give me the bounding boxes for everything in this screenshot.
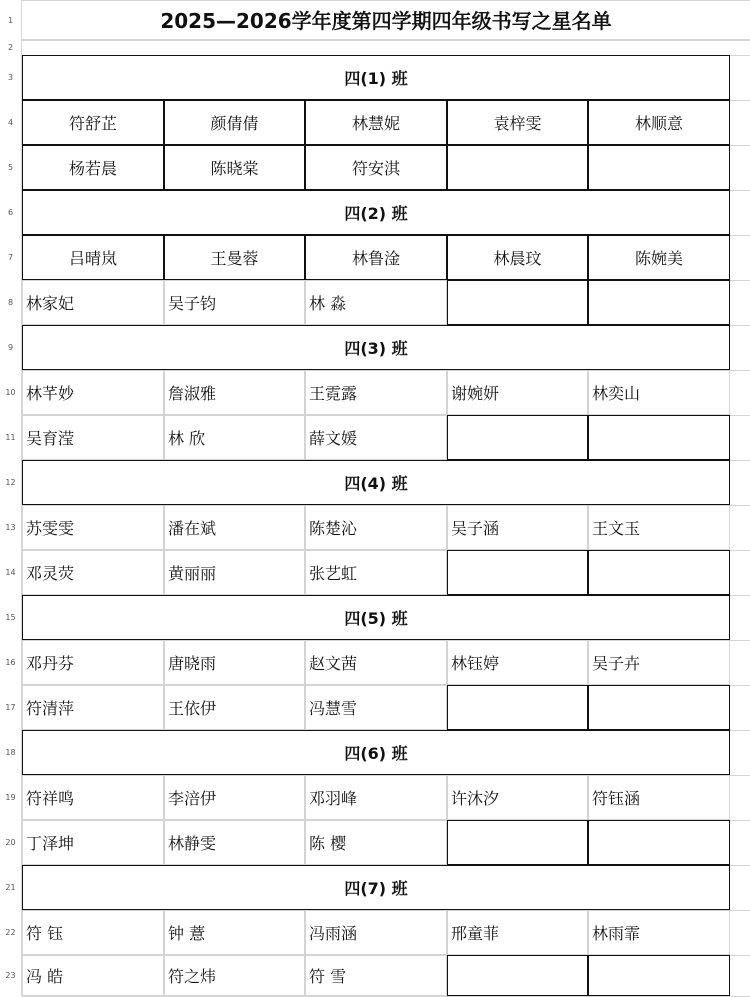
student-name-cell: 符安淇 <box>305 145 447 190</box>
student-name-cell: 陈婉美 <box>588 235 730 280</box>
row-number: 20 <box>0 820 22 865</box>
row-number: 4 <box>0 100 22 145</box>
student-name-cell: 林 欣 <box>164 415 305 460</box>
empty-cell <box>588 280 730 325</box>
sheet-title: 2025—2026学年度第四学期四年级书写之星名单 <box>22 0 750 40</box>
row-number: 1 <box>0 0 22 40</box>
row-number: 22 <box>0 910 22 955</box>
student-name-cell: 王霓露 <box>305 370 447 415</box>
empty-cell <box>447 550 588 595</box>
student-name-cell: 符 雪 <box>305 955 447 996</box>
empty-cell <box>447 820 588 865</box>
row-number: 13 <box>0 505 22 550</box>
student-name-cell: 冯雨涵 <box>305 910 447 955</box>
student-name-cell: 邓灵荧 <box>22 550 164 595</box>
row-number: 17 <box>0 685 22 730</box>
empty-cell <box>447 415 588 460</box>
empty-cell <box>588 955 730 996</box>
student-name-cell: 邢童菲 <box>447 910 588 955</box>
row-number: 12 <box>0 460 22 505</box>
row-number: 10 <box>0 370 22 415</box>
empty-cell <box>447 280 588 325</box>
empty-cell <box>588 550 730 595</box>
student-name-cell: 吴子卉 <box>588 640 730 685</box>
student-name-cell: 钟 薏 <box>164 910 305 955</box>
student-name-cell: 李涪伊 <box>164 775 305 820</box>
student-name-cell: 林雨霏 <box>588 910 730 955</box>
student-name-cell: 王依伊 <box>164 685 305 730</box>
student-name-cell: 陈晓棠 <box>164 145 305 190</box>
student-name-cell: 符 钰 <box>22 910 164 955</box>
student-name-cell: 陈楚沁 <box>305 505 447 550</box>
row-number: 7 <box>0 235 22 280</box>
student-name-cell: 冯 皓 <box>22 955 164 996</box>
row-number: 21 <box>0 865 22 910</box>
row-number: 11 <box>0 415 22 460</box>
student-name-cell: 潘在斌 <box>164 505 305 550</box>
student-name-cell: 林慧妮 <box>305 100 447 145</box>
student-name-cell: 陈 樱 <box>305 820 447 865</box>
student-name-cell: 赵文茜 <box>305 640 447 685</box>
student-name-cell: 林 淼 <box>305 280 447 325</box>
student-name-cell: 林鲁淦 <box>305 235 447 280</box>
student-name-cell: 林静雯 <box>164 820 305 865</box>
student-name-cell: 符钰涵 <box>588 775 730 820</box>
student-name-cell: 林芊妙 <box>22 370 164 415</box>
empty-cell <box>447 955 588 996</box>
class-header: 四(3) 班 <box>22 325 730 370</box>
row-number: 5 <box>0 145 22 190</box>
student-name-cell: 邓羽峰 <box>305 775 447 820</box>
student-name-cell: 杨若晨 <box>22 145 164 190</box>
student-name-cell: 符清萍 <box>22 685 164 730</box>
row-number: 6 <box>0 190 22 235</box>
student-name-cell: 苏雯雯 <box>22 505 164 550</box>
student-name-cell: 许沐汐 <box>447 775 588 820</box>
student-name-cell: 林晨玟 <box>447 235 588 280</box>
class-header: 四(6) 班 <box>22 730 730 775</box>
student-name-cell: 符舒芷 <box>22 100 164 145</box>
student-name-cell: 丁泽坤 <box>22 820 164 865</box>
row-number: 15 <box>0 595 22 640</box>
student-name-cell: 张艺虹 <box>305 550 447 595</box>
row-number: 9 <box>0 325 22 370</box>
student-name-cell: 薛文媛 <box>305 415 447 460</box>
student-name-cell: 袁梓雯 <box>447 100 588 145</box>
row-number: 2 <box>0 40 22 55</box>
class-header: 四(1) 班 <box>22 55 730 100</box>
student-name-cell: 詹淑雅 <box>164 370 305 415</box>
student-name-cell: 颜倩倩 <box>164 100 305 145</box>
student-name-cell: 黄丽丽 <box>164 550 305 595</box>
grid-line <box>22 40 750 41</box>
empty-cell <box>588 415 730 460</box>
row-number: 8 <box>0 280 22 325</box>
class-header: 四(5) 班 <box>22 595 730 640</box>
student-name-cell: 谢婉妍 <box>447 370 588 415</box>
row-number: 19 <box>0 775 22 820</box>
empty-cell <box>447 685 588 730</box>
student-name-cell: 吴育滢 <box>22 415 164 460</box>
row-number: 16 <box>0 640 22 685</box>
student-name-cell: 林奕山 <box>588 370 730 415</box>
row-number: 14 <box>0 550 22 595</box>
row-number: 18 <box>0 730 22 775</box>
student-name-cell: 符之炜 <box>164 955 305 996</box>
student-name-cell: 王文玉 <box>588 505 730 550</box>
class-header: 四(7) 班 <box>22 865 730 910</box>
row-number: 3 <box>0 55 22 100</box>
student-name-cell: 符祥鸣 <box>22 775 164 820</box>
empty-cell <box>588 145 730 190</box>
student-name-cell: 唐晓雨 <box>164 640 305 685</box>
student-name-cell: 林钰婷 <box>447 640 588 685</box>
row-number: 23 <box>0 955 22 996</box>
class-header: 四(2) 班 <box>22 190 730 235</box>
class-header: 四(4) 班 <box>22 460 730 505</box>
student-name-cell: 林顺意 <box>588 100 730 145</box>
student-name-cell: 吴子钧 <box>164 280 305 325</box>
student-name-cell: 王曼蓉 <box>164 235 305 280</box>
student-name-cell: 冯慧雪 <box>305 685 447 730</box>
student-name-cell: 吴子涵 <box>447 505 588 550</box>
empty-cell <box>588 685 730 730</box>
student-name-cell: 吕晴岚 <box>22 235 164 280</box>
student-name-cell: 邓丹芬 <box>22 640 164 685</box>
empty-cell <box>447 145 588 190</box>
empty-cell <box>588 820 730 865</box>
student-name-cell: 林家妃 <box>22 280 164 325</box>
